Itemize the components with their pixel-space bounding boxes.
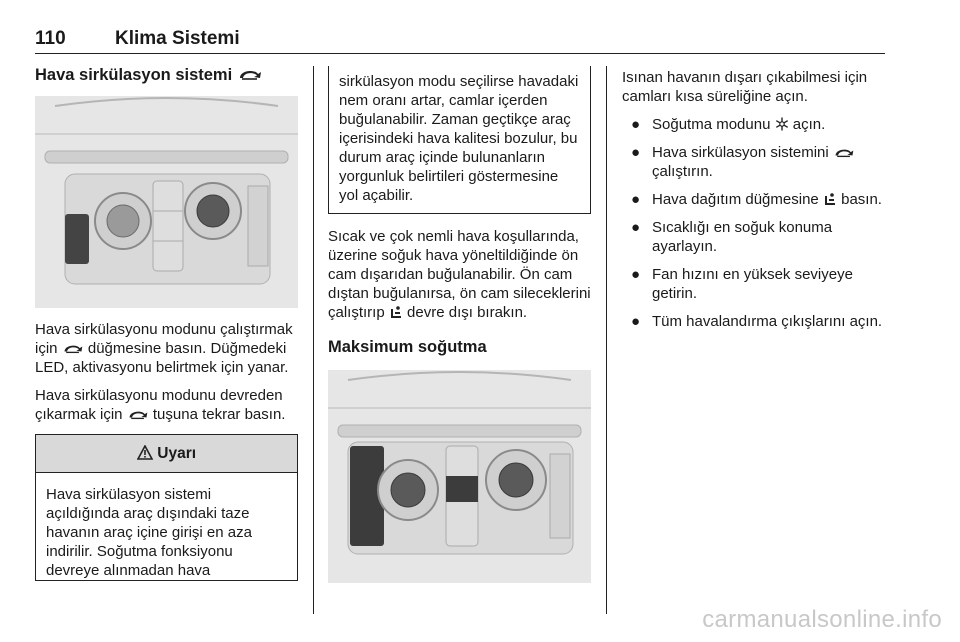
warning-title: Uyarı [157, 445, 197, 462]
section-title-text: Hava sirkülasyon sistemi [35, 66, 233, 84]
text: Hava sirkülasyonu modunu çalıştırmak için [35, 321, 293, 357]
intro-paragraph: Isınan havanın dışarı çıkabilmesi için camları kısa süreliğine açın. [622, 69, 868, 105]
text: Soğutma modunu [652, 116, 771, 133]
text: Fan hızını en yüksek seviyeye getirin. [652, 266, 853, 302]
bullet-dot: ● [631, 266, 641, 283]
bullet-dot: ● [631, 313, 641, 330]
bullet-dot: ● [631, 219, 641, 236]
air-distribution-icon [389, 306, 403, 319]
list-item [622, 312, 890, 331]
column-2 [328, 66, 591, 583]
climate-panel-image [328, 370, 591, 583]
warning-box [35, 434, 298, 581]
page-number: 110 [35, 28, 66, 49]
air-distribution-icon [823, 193, 837, 206]
text: Sıcak ve çok nemli hava koşullarında, üzerine soğuk hava yöneltildiğinde ön cam dışarıdan buğulanabilir. Ön cam dıştan buğulanırsa, ön cam sileceklerini çalıştırıp [328, 228, 591, 321]
column-3 [622, 68, 890, 340]
text: Hava sirkülasyon sistemini [652, 144, 829, 161]
text: basın. [841, 191, 882, 208]
text: Tüm havalandırma çıkışlarını açın. [652, 313, 883, 330]
bullet-dot: ● [631, 191, 641, 208]
warning-box-continued [328, 66, 591, 214]
text: Hava dağıtım düğmesine [652, 191, 819, 208]
air-recirculation-icon [833, 147, 855, 159]
warning-text: sirkülasyon modu seçilirse havadaki nem oranı artar, camlar içerden buğulanabilir. Zaman geçtikçe araç içerisindeki hava kalitesi bozulur, bu durum araç içinde bulunanların yorgunluk belirtileri göstermesine yol açabilir. [339, 73, 579, 204]
column-divider [606, 66, 607, 614]
section-title-max-cooling: Maksimum soğutma [328, 338, 487, 356]
climate-panel-image [35, 96, 298, 308]
air-recirculation-icon [237, 68, 263, 82]
text: düğmesine basın. Düğmedeki LED, aktivasyonu belirtmek için yanar. [35, 340, 289, 376]
air-recirculation-icon [127, 409, 149, 421]
text: Hava sirkülasyonu modunu devreden çıkarmak için [35, 387, 283, 423]
column-divider [313, 66, 314, 614]
list-item [622, 143, 890, 181]
text: devre dışı bırakın. [407, 304, 528, 321]
list-item [622, 218, 890, 256]
bullet-dot: ● [631, 116, 641, 133]
column-1 [35, 64, 298, 581]
watermark: carmanualsonline.info [702, 606, 942, 633]
text: açın. [792, 116, 826, 133]
air-recirculation-icon [62, 343, 84, 355]
text: Sıcaklığı en soğuk konuma ayarlayın. [652, 219, 833, 255]
list-item [622, 190, 890, 209]
text: tuşuna tekrar basın. [152, 406, 286, 423]
list-item [622, 115, 890, 134]
bullet-dot: ● [631, 144, 641, 161]
page-header [35, 28, 885, 54]
list-item [622, 265, 890, 303]
paragraph [35, 320, 298, 377]
warning-triangle-icon [137, 445, 153, 460]
text: çalıştırın. [652, 163, 713, 180]
section-title-air-recirculation [35, 64, 298, 86]
paragraph [35, 386, 298, 424]
paragraph [328, 227, 591, 322]
warning-header [36, 435, 297, 473]
warning-body: Hava sirkülasyon sistemi açıldığında araç dışındaki taze havanın araç içine girişi en aza indirilir. Soğutma fonksiyonu devreye alınmadan hava [46, 486, 252, 579]
chapter-title: Klima Sistemi [115, 28, 240, 49]
snowflake-icon [775, 117, 789, 131]
bullet-list [622, 115, 890, 331]
